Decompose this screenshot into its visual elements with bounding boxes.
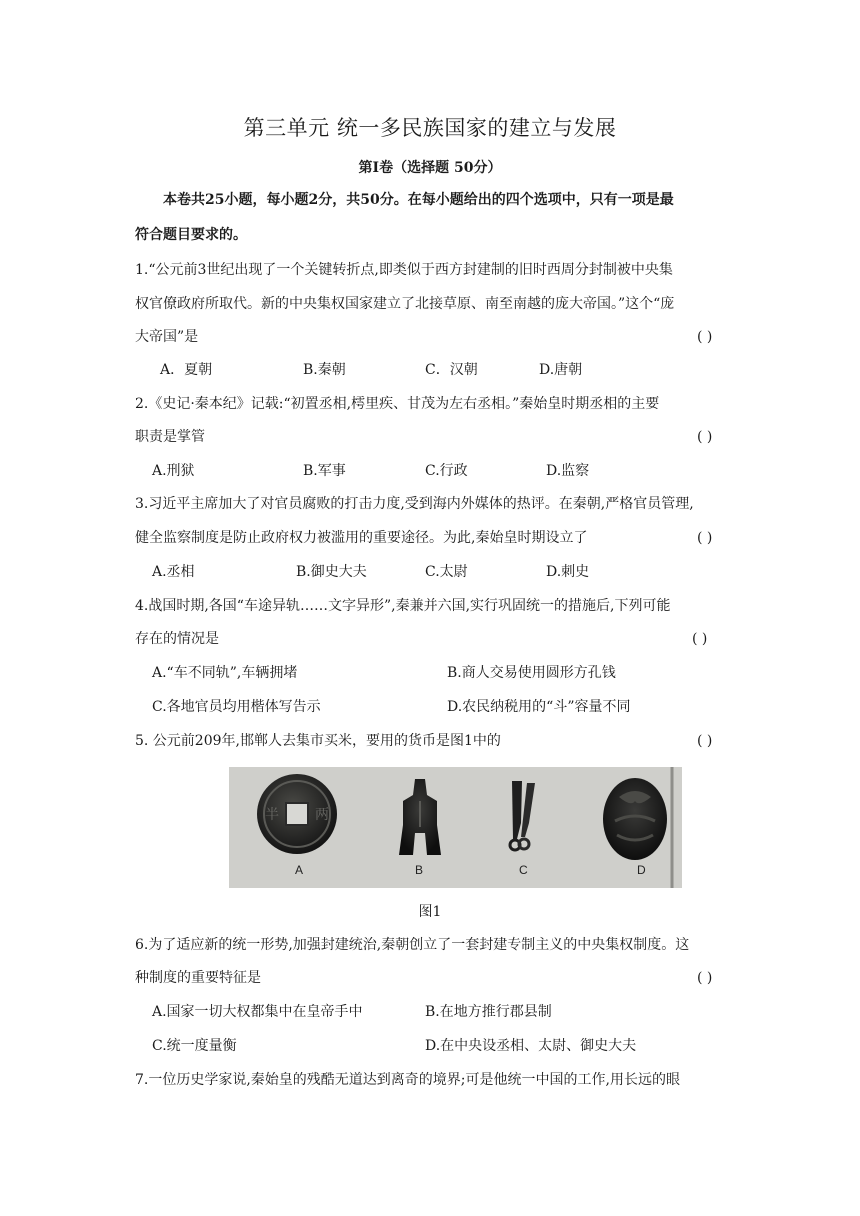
q6-option-c: C.统一度量衡	[152, 1038, 237, 1054]
svg-text:两: 两	[315, 807, 329, 823]
q6-option-b: B.在地方推行郡县制	[425, 1004, 552, 1020]
q2-stem-line: 2.《史记·秦本纪》记载:“初置丞相,樗里疾、甘茂为左右丞相。”秦始皇时期丞相的主要	[135, 396, 660, 412]
q1-option-b: B.秦朝	[303, 362, 346, 378]
q3-option-b: B.御史大夫	[296, 564, 367, 580]
q2-stem-line: 职责是掌管	[135, 429, 205, 445]
svg-text:半: 半	[265, 807, 279, 823]
q4-option-a: A.“车不同轨”,车辆拥堵	[152, 665, 298, 681]
q6-answer-bracket: ( )	[697, 970, 713, 986]
q3-option-c: C.太尉	[425, 564, 468, 580]
q2-option-c: C.行政	[425, 463, 468, 479]
q4-stem-line: 4.战国时期,各国“车途异轨……文字异形”,秦兼并六国,实行巩固统一的措施后,下列可能	[135, 598, 671, 614]
q1-answer-bracket: ( )	[697, 329, 713, 345]
q4-answer-bracket: ( )	[692, 631, 708, 647]
q1-option-d: D.唐朝	[539, 362, 583, 378]
q3-answer-bracket: ( )	[697, 530, 713, 546]
instructions-line-2: 符合题目要求的。	[135, 227, 247, 243]
ancient-coins-illustration	[229, 767, 682, 888]
q5-answer-bracket: ( )	[697, 733, 713, 749]
figure-label-d: D	[637, 863, 646, 877]
q5-stem-line: 5. 公元前209年,邯郸人去集市买米，要用的货币是图1中的	[135, 733, 501, 749]
q2-answer-bracket: ( )	[697, 429, 713, 445]
q3-option-a: A.丞相	[152, 564, 195, 580]
figure-label-b: B	[415, 863, 424, 877]
round-square-hole-coin-icon	[257, 774, 337, 854]
q1-option-c: C．汉朝	[425, 362, 478, 378]
q1-option-a: A．夏朝	[160, 362, 213, 378]
figure-label-a: A	[295, 863, 304, 877]
q6-stem-line: 种制度的重要特征是	[135, 970, 261, 986]
q2-option-a: A.刑狱	[152, 463, 195, 479]
q2-option-d: D.监察	[546, 463, 590, 479]
q3-stem-line: 健全监察制度是防止政府权力被滥用的重要途径。为此,秦始皇时期设立了	[135, 530, 588, 546]
q4-option-c: C.各地官员均用楷体写告示	[152, 699, 321, 715]
section-subtitle: 第Ⅰ卷（选择题 50分）	[358, 160, 502, 176]
q1-stem-line: 1.“公元前3世纪出现了一个关键转折点,即类似于西方封建制的旧时西周分封制被中央集	[135, 262, 673, 278]
figure-caption: 图1	[418, 904, 442, 920]
q7-stem-line: 7.一位历史学家说,秦始皇的残酷无道达到离奇的境界;可是他统一中国的工作,用长远的眼	[135, 1072, 680, 1088]
q4-option-d: D.农民纳税用的“斗”容量不同	[447, 699, 631, 715]
q6-option-d: D.在中央设丞相、太尉、御史大夫	[425, 1038, 637, 1054]
q4-option-b: B.商人交易使用圆形方孔钱	[447, 665, 616, 681]
page-title: 第三单元 统一多民族国家的建立与发展	[243, 116, 617, 140]
coin-figure	[229, 767, 682, 888]
q4-stem-line: 存在的情况是	[135, 631, 219, 647]
q3-option-d: D.刺史	[546, 564, 590, 580]
q1-stem-line: 大帝国”是	[135, 329, 199, 345]
figure-label-c: C	[519, 863, 528, 877]
q1-stem-line: 权官僚政府所取代。新的中央集权国家建立了北接草原、南至南越的庞大帝国。”这个“庞	[135, 296, 675, 312]
q6-stem-line: 6.为了适应新的统一形势,加强封建统治,秦朝创立了一套封建专制主义的中央集权制度。这	[135, 937, 690, 953]
q6-option-a: A.国家一切大权都集中在皇帝手中	[152, 1004, 363, 1020]
ant-nose-coin-icon	[603, 778, 667, 860]
q3-stem-line: 3.习近平主席加大了对官员腐败的打击力度,受到海内外媒体的热评。在秦朝,严格官员管理,	[135, 496, 694, 512]
instructions-line-1: 本卷共25小题，每小题2分，共50分。在每小题给出的四个选项中，只有一项是最	[163, 192, 674, 208]
q2-option-b: B.军事	[303, 463, 346, 479]
